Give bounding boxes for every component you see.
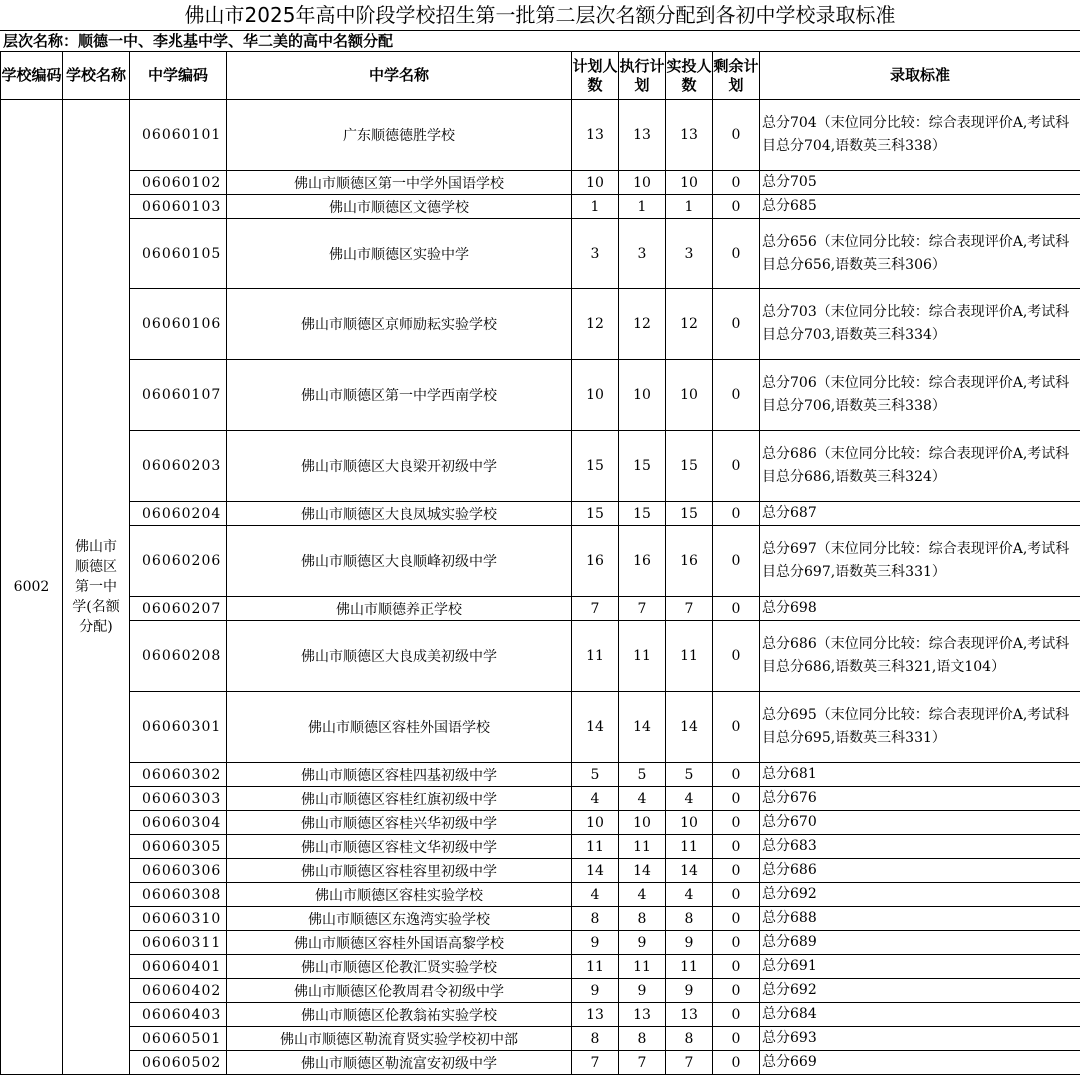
exec-plan-cell: 10 [619, 171, 666, 195]
exec-plan-cell: 12 [619, 289, 666, 360]
admission-standard-cell: 总分687 [760, 502, 1080, 526]
actual-count-cell: 10 [666, 171, 713, 195]
admission-standard-cell: 总分698 [760, 597, 1080, 621]
exec-plan-cell: 11 [619, 955, 666, 979]
actual-count-cell: 7 [666, 1051, 713, 1075]
header-school-code: 学校编码 [1, 52, 63, 100]
middle-name-cell: 佛山市顺德区文德学校 [227, 195, 572, 219]
table-row [1, 692, 1080, 763]
actual-count-cell: 8 [666, 907, 713, 931]
actual-count-cell: 9 [666, 979, 713, 1003]
exec-plan-cell: 13 [619, 100, 666, 171]
admission-standard-cell: 总分688 [760, 907, 1080, 931]
admission-standard-cell: 总分670 [760, 811, 1080, 835]
admission-standard-cell: 总分705 [760, 171, 1080, 195]
admission-standard-cell: 总分686（末位同分比较：综合表现评价A,考试科目总分686,语数英三科324） [760, 431, 1080, 502]
middle-code-cell: 06060203 [130, 431, 227, 502]
plan-count-cell: 7 [572, 1051, 619, 1075]
admission-standard-cell: 总分692 [760, 883, 1080, 907]
admission-standard-cell: 总分695（末位同分比较：综合表现评价A,考试科目总分695,语数英三科331） [760, 692, 1080, 763]
actual-count-cell: 8 [666, 1027, 713, 1051]
remain-plan-cell: 0 [713, 955, 760, 979]
admission-standard-cell: 总分685 [760, 195, 1080, 219]
exec-plan-cell: 10 [619, 360, 666, 431]
middle-code-cell: 06060206 [130, 526, 227, 597]
table-row [1, 1051, 1080, 1075]
remain-plan-cell: 0 [713, 692, 760, 763]
plan-count-cell: 13 [572, 1003, 619, 1027]
middle-code-cell: 06060403 [130, 1003, 227, 1027]
school-code-cell: 6002 [1, 100, 63, 1075]
actual-count-cell: 14 [666, 692, 713, 763]
admission-standard-cell: 总分669 [760, 1051, 1080, 1075]
actual-count-cell: 11 [666, 621, 713, 692]
plan-count-cell: 11 [572, 955, 619, 979]
plan-count-cell: 10 [572, 360, 619, 431]
admission-standard-cell: 总分697（末位同分比较：综合表现评价A,考试科目总分697,语数英三科331） [760, 526, 1080, 597]
middle-name-cell: 佛山市顺德区伦教翁祐实验学校 [227, 1003, 572, 1027]
plan-count-cell: 14 [572, 692, 619, 763]
middle-code-cell: 06060207 [130, 597, 227, 621]
admission-standard-cell: 总分703（末位同分比较：综合表现评价A,考试科目总分703,语数英三科334） [760, 289, 1080, 360]
remain-plan-cell: 0 [713, 431, 760, 502]
plan-count-cell: 11 [572, 621, 619, 692]
plan-count-cell: 10 [572, 811, 619, 835]
exec-plan-cell: 4 [619, 787, 666, 811]
table-row [1, 907, 1080, 931]
admission-standard-cell: 总分683 [760, 835, 1080, 859]
header-plan: 计划人数 [572, 52, 619, 100]
middle-code-cell: 06060101 [130, 100, 227, 171]
table-row [1, 526, 1080, 597]
table-row [1, 1003, 1080, 1027]
middle-code-cell: 06060310 [130, 907, 227, 931]
level-name-line: 层次名称：顺德一中、李兆基中学、华二美的高中名额分配 [0, 31, 1080, 51]
plan-count-cell: 7 [572, 597, 619, 621]
middle-code-cell: 06060103 [130, 195, 227, 219]
middle-name-cell: 佛山市顺德区容桂文华初级中学 [227, 835, 572, 859]
remain-plan-cell: 0 [713, 835, 760, 859]
actual-count-cell: 15 [666, 502, 713, 526]
remain-plan-cell: 0 [713, 907, 760, 931]
remain-plan-cell: 0 [713, 289, 760, 360]
remain-plan-cell: 0 [713, 859, 760, 883]
exec-plan-cell: 9 [619, 931, 666, 955]
actual-count-cell: 1 [666, 195, 713, 219]
middle-code-cell: 06060402 [130, 979, 227, 1003]
table-row [1, 621, 1080, 692]
exec-plan-cell: 14 [619, 692, 666, 763]
header-actual: 实投人数 [666, 52, 713, 100]
table-row [1, 502, 1080, 526]
middle-name-cell: 佛山市顺德区大良顺峰初级中学 [227, 526, 572, 597]
remain-plan-cell: 0 [713, 360, 760, 431]
plan-count-cell: 14 [572, 859, 619, 883]
actual-count-cell: 10 [666, 360, 713, 431]
table-row [1, 883, 1080, 907]
plan-count-cell: 8 [572, 907, 619, 931]
middle-code-cell: 06060303 [130, 787, 227, 811]
middle-name-cell: 佛山市顺德区容桂容里初级中学 [227, 859, 572, 883]
header-exec: 执行计划 [619, 52, 666, 100]
remain-plan-cell: 0 [713, 763, 760, 787]
remain-plan-cell: 0 [713, 787, 760, 811]
plan-count-cell: 12 [572, 289, 619, 360]
header-remain: 剩余计划 [713, 52, 760, 100]
exec-plan-cell: 5 [619, 763, 666, 787]
table-row [1, 811, 1080, 835]
admission-standard-cell: 总分692 [760, 979, 1080, 1003]
table-row [1, 763, 1080, 787]
middle-name-cell: 佛山市顺德区大良梁开初级中学 [227, 431, 572, 502]
middle-name-cell: 佛山市顺德区容桂兴华初级中学 [227, 811, 572, 835]
remain-plan-cell: 0 [713, 526, 760, 597]
middle-code-cell: 06060311 [130, 931, 227, 955]
middle-code-cell: 06060304 [130, 811, 227, 835]
middle-code-cell: 06060308 [130, 883, 227, 907]
actual-count-cell: 15 [666, 431, 713, 502]
remain-plan-cell: 0 [713, 883, 760, 907]
middle-name-cell: 佛山市顺德区第一中学外国语学校 [227, 171, 572, 195]
middle-code-cell: 06060501 [130, 1027, 227, 1051]
middle-code-cell: 06060301 [130, 692, 227, 763]
table-row [1, 931, 1080, 955]
table-row [1, 955, 1080, 979]
admission-standard-cell: 总分691 [760, 955, 1080, 979]
admission-standard-cell: 总分686（末位同分比较：综合表现评价A,考试科目总分686,语数英三科321,语文104） [760, 621, 1080, 692]
middle-name-cell: 佛山市顺德养正学校 [227, 597, 572, 621]
middle-name-cell: 佛山市顺德区容桂红旗初级中学 [227, 787, 572, 811]
table-row [1, 787, 1080, 811]
plan-count-cell: 3 [572, 219, 619, 289]
plan-count-cell: 9 [572, 979, 619, 1003]
exec-plan-cell: 15 [619, 431, 666, 502]
header-row [1, 52, 1080, 100]
header-middle-name: 中学名称 [227, 52, 572, 100]
table-row [1, 859, 1080, 883]
admission-standard-cell: 总分656（末位同分比较：综合表现评价A,考试科目总分656,语数英三科306） [760, 219, 1080, 289]
admission-standard-cell: 总分704（末位同分比较：综合表现评价A,考试科目总分704,语数英三科338） [760, 100, 1080, 171]
remain-plan-cell: 0 [713, 931, 760, 955]
admission-standard-cell: 总分676 [760, 787, 1080, 811]
exec-plan-cell: 14 [619, 859, 666, 883]
remain-plan-cell: 0 [713, 219, 760, 289]
actual-count-cell: 11 [666, 955, 713, 979]
middle-code-cell: 06060208 [130, 621, 227, 692]
admission-standard-cell: 总分684 [760, 1003, 1080, 1027]
plan-count-cell: 9 [572, 931, 619, 955]
actual-count-cell: 14 [666, 859, 713, 883]
remain-plan-cell: 0 [713, 811, 760, 835]
actual-count-cell: 13 [666, 100, 713, 171]
table-row [1, 100, 1080, 171]
middle-code-cell: 06060204 [130, 502, 227, 526]
admission-standard-cell: 总分689 [760, 931, 1080, 955]
middle-name-cell: 广东顺德德胜学校 [227, 100, 572, 171]
remain-plan-cell: 0 [713, 597, 760, 621]
exec-plan-cell: 11 [619, 835, 666, 859]
middle-code-cell: 06060401 [130, 955, 227, 979]
school-name-cell: 佛山市顺德区第一中学(名额分配) [63, 100, 130, 1075]
exec-plan-cell: 1 [619, 195, 666, 219]
middle-code-cell: 06060102 [130, 171, 227, 195]
remain-plan-cell: 0 [713, 979, 760, 1003]
remain-plan-cell: 0 [713, 1051, 760, 1075]
exec-plan-cell: 3 [619, 219, 666, 289]
actual-count-cell: 10 [666, 811, 713, 835]
header-standard: 录取标准 [760, 52, 1080, 100]
exec-plan-cell: 7 [619, 1051, 666, 1075]
middle-name-cell: 佛山市顺德区第一中学西南学校 [227, 360, 572, 431]
table-row [1, 195, 1080, 219]
middle-name-cell: 佛山市顺德区实验中学 [227, 219, 572, 289]
exec-plan-cell: 4 [619, 883, 666, 907]
header-school-name: 学校名称 [63, 52, 130, 100]
actual-count-cell: 7 [666, 597, 713, 621]
plan-count-cell: 8 [572, 1027, 619, 1051]
remain-plan-cell: 0 [713, 502, 760, 526]
actual-count-cell: 4 [666, 883, 713, 907]
table-row [1, 219, 1080, 289]
actual-count-cell: 3 [666, 219, 713, 289]
middle-name-cell: 佛山市顺德区东逸湾实验学校 [227, 907, 572, 931]
plan-count-cell: 13 [572, 100, 619, 171]
admission-table [0, 51, 1080, 1075]
actual-count-cell: 16 [666, 526, 713, 597]
middle-code-cell: 06060306 [130, 859, 227, 883]
exec-plan-cell: 7 [619, 597, 666, 621]
table-row [1, 431, 1080, 502]
remain-plan-cell: 0 [713, 171, 760, 195]
exec-plan-cell: 9 [619, 979, 666, 1003]
remain-plan-cell: 0 [713, 621, 760, 692]
exec-plan-cell: 15 [619, 502, 666, 526]
exec-plan-cell: 8 [619, 1027, 666, 1051]
actual-count-cell: 12 [666, 289, 713, 360]
table-row [1, 979, 1080, 1003]
header-middle-code: 中学编码 [130, 52, 227, 100]
actual-count-cell: 4 [666, 787, 713, 811]
middle-name-cell: 佛山市顺德区勒流富安初级中学 [227, 1051, 572, 1075]
admission-standard-cell: 总分706（末位同分比较：综合表现评价A,考试科目总分706,语数英三科338） [760, 360, 1080, 431]
remain-plan-cell: 0 [713, 1027, 760, 1051]
middle-code-cell: 06060107 [130, 360, 227, 431]
middle-name-cell: 佛山市顺德区伦教周君令初级中学 [227, 979, 572, 1003]
middle-name-cell: 佛山市顺德区容桂实验学校 [227, 883, 572, 907]
middle-name-cell: 佛山市顺德区大良凤城实验学校 [227, 502, 572, 526]
remain-plan-cell: 0 [713, 1003, 760, 1027]
table-row [1, 289, 1080, 360]
actual-count-cell: 9 [666, 931, 713, 955]
exec-plan-cell: 16 [619, 526, 666, 597]
middle-code-cell: 06060502 [130, 1051, 227, 1075]
admission-standard-cell: 总分686 [760, 859, 1080, 883]
table-row [1, 171, 1080, 195]
exec-plan-cell: 8 [619, 907, 666, 931]
middle-name-cell: 佛山市顺德区容桂外国语高黎学校 [227, 931, 572, 955]
table-row [1, 597, 1080, 621]
remain-plan-cell: 0 [713, 100, 760, 171]
plan-count-cell: 1 [572, 195, 619, 219]
plan-count-cell: 4 [572, 883, 619, 907]
plan-count-cell: 15 [572, 502, 619, 526]
middle-code-cell: 06060106 [130, 289, 227, 360]
exec-plan-cell: 13 [619, 1003, 666, 1027]
plan-count-cell: 16 [572, 526, 619, 597]
middle-name-cell: 佛山市顺德区京师励耘实验学校 [227, 289, 572, 360]
exec-plan-cell: 10 [619, 811, 666, 835]
admission-standard-cell: 总分681 [760, 763, 1080, 787]
middle-name-cell: 佛山市顺德区大良成美初级中学 [227, 621, 572, 692]
admission-standard-cell: 总分693 [760, 1027, 1080, 1051]
plan-count-cell: 4 [572, 787, 619, 811]
table-row [1, 835, 1080, 859]
exec-plan-cell: 11 [619, 621, 666, 692]
middle-name-cell: 佛山市顺德区勒流育贤实验学校初中部 [227, 1027, 572, 1051]
plan-count-cell: 10 [572, 171, 619, 195]
page-title: 佛山市2025年高中阶段学校招生第一批第二层次名额分配到各初中学校录取标准 [0, 0, 1080, 31]
middle-name-cell: 佛山市顺德区伦教汇贤实验学校 [227, 955, 572, 979]
plan-count-cell: 11 [572, 835, 619, 859]
middle-code-cell: 06060302 [130, 763, 227, 787]
middle-code-cell: 06060105 [130, 219, 227, 289]
table-row [1, 1027, 1080, 1051]
plan-count-cell: 15 [572, 431, 619, 502]
middle-name-cell: 佛山市顺德区容桂四基初级中学 [227, 763, 572, 787]
actual-count-cell: 5 [666, 763, 713, 787]
middle-name-cell: 佛山市顺德区容桂外国语学校 [227, 692, 572, 763]
middle-code-cell: 06060305 [130, 835, 227, 859]
actual-count-cell: 11 [666, 835, 713, 859]
table-row [1, 360, 1080, 431]
remain-plan-cell: 0 [713, 195, 760, 219]
plan-count-cell: 5 [572, 763, 619, 787]
actual-count-cell: 13 [666, 1003, 713, 1027]
